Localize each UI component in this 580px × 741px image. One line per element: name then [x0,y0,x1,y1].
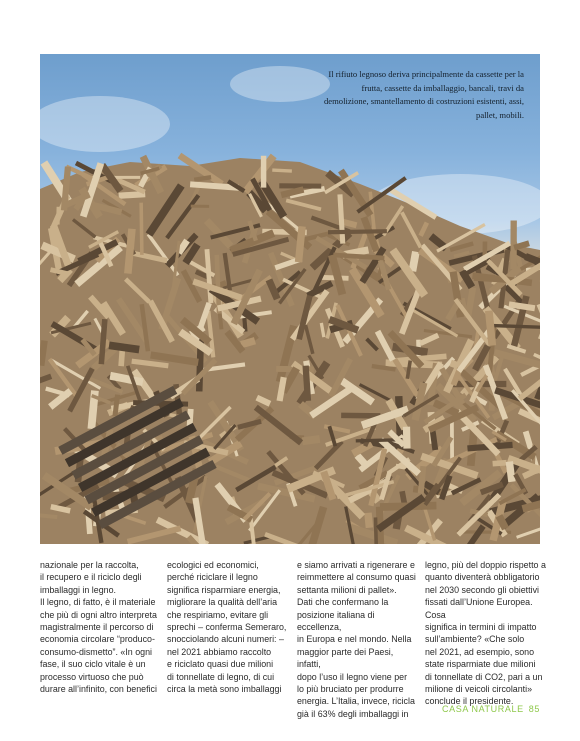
article-column-2: ecologici ed economici, perché riciclare il legno significa risparmiare energia, migliorare la qualità dell’aria che respiriamo, evitare gli sprechi – conferma Semeraro, snocciolando alcuni numeri: – nel 2021 abbiamo raccolto e riciclato quasi due milioni di tonnellate di legno, di cui circa la metà sono imballaggi [167,560,287,695]
magazine-name: CASA NATURALE [442,704,524,714]
wood-pile-photo [40,54,540,544]
page-footer [442,704,540,714]
article-column-1: nazionale per la raccolta, il recupero e il riciclo degli imballaggi in legno. Il legno, di fatto, è il materiale che più di ogni altro interpreta magistralmente il percorso di economia circolare “produco- consumo-dismetto”. «In ogni fase, il suo ciclo vitale è un processo virtuoso che può durare all’infinito, con benefici [40,560,157,695]
wood-pile-icon [40,54,540,544]
photo-caption: Il rifiuto legnoso deriva principalmente da cassette per la frutta, cassette da imballaggio, bancali, travi da demolizione, smantellamento di costruzioni esistenti, assi, pallet, mobili. [324,69,525,120]
article-column-4: legno, più del doppio rispetto a quanto diventerà obbligatorio nel 2030 secondo gli obiettivi fissati dall’Unione Europea. Cosa significa in termini di impatto sull’ambiente? «Che solo nel 2021, ad esempio, sono state risparmiate due milioni di tonnellate di CO2, pari a un milione di veicoli circolanti» conclude il presidente. [425,560,546,707]
article-column-3: e siamo arrivati a rigenerare e reimmettere al consumo quasi settanta milioni di pallet». Dati che confermano la posizione italiana di eccellenza, in Europa e nel mondo. Nella maggior parte dei Paesi, infatti, dopo l’uso il legno viene per lo più bruciato per produrre energia. L’Italia, invece, ricicla già il 63% degli imballaggi in [297,560,416,719]
page-number: 85 [528,704,540,714]
